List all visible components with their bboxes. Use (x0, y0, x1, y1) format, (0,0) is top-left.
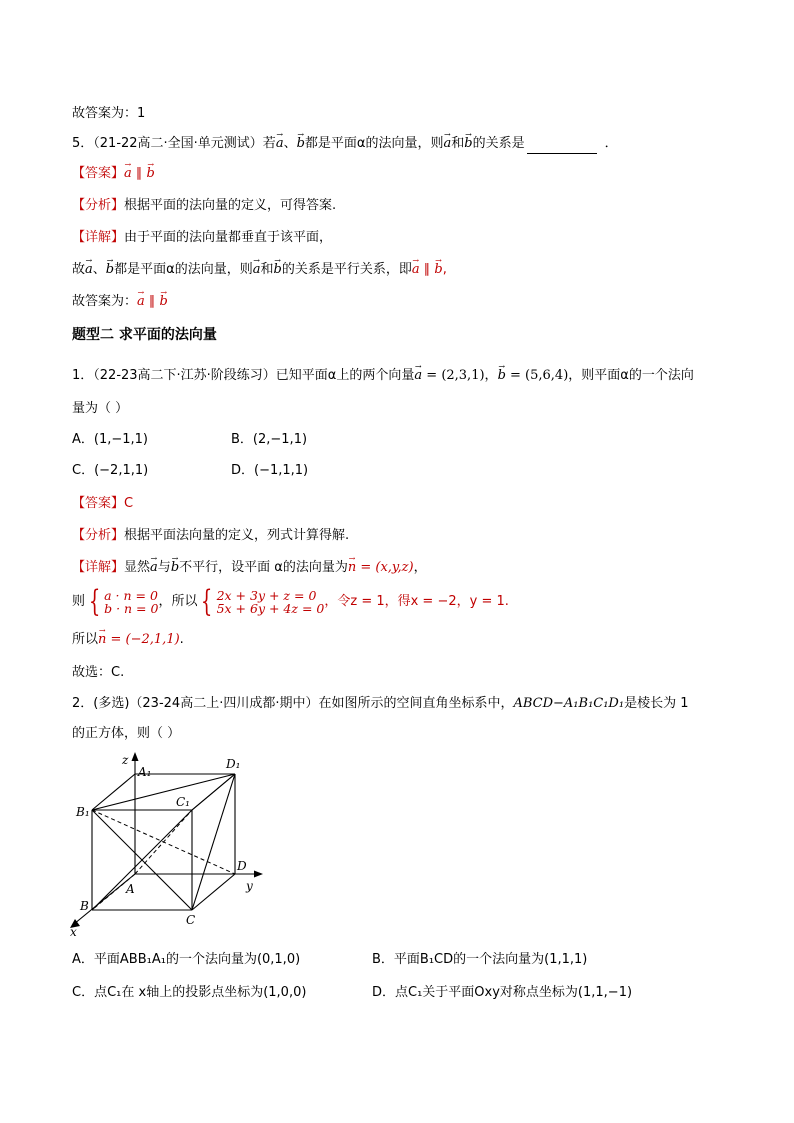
label-c: C (186, 913, 196, 927)
q2-stem: 2．(多选)（23-24高二上·四川成都·期中）在如图所示的空间直角坐标系中，ABCD−A₁B₁C₁D₁是棱长为 1 (72, 696, 689, 711)
q2-stem-cont: 的正方体，则（ ） (72, 726, 181, 741)
vector-a: → a (276, 134, 284, 154)
answer-tag: 【答案】 (72, 496, 125, 511)
hidden-a-c1 (135, 810, 192, 874)
q1-option-a: A．(1,−1,1) (72, 432, 149, 447)
q1-system: 则 { a · n = 0 b · n = 0 ，所以 { 2x + 3y + z = 0 5x + 6y + 4z = 0 ，令z = 1，得x = −2，y = 1. (72, 583, 509, 619)
analysis-tag: 【分析】 (72, 198, 125, 213)
q5-detail-2: 故→ a、→ b都是平面α的法向量，则→ a和→ b的关系是平行关系，即→ a ∥ → b, (72, 260, 447, 280)
vector-b: → b (464, 134, 472, 154)
detail-tag: 【详解】 (72, 560, 125, 575)
q1-choose: 故选：C. (72, 665, 125, 680)
q1-stem: 1．（22-23高二下·江苏·阶段练习）已知平面α上的两个向量→ a = (2,3,1)，→ b = (5,6,4)，则平面α的一个法向 (72, 366, 694, 386)
vector-b: → b (498, 366, 506, 386)
label-b1: B₁ (76, 805, 90, 819)
vector-b: → b (297, 134, 305, 154)
q1-option-c: C．(−2,1,1) (72, 463, 149, 478)
label-a1: A₁ (138, 765, 152, 779)
q1-so: 所以→ n = (−2,1,1). (72, 630, 184, 650)
vector-a: → a (414, 366, 422, 386)
top-answer: 故答案为：1 (72, 106, 146, 121)
q5-final-answer: 故答案为：→ a ∥ → b (72, 292, 168, 312)
q1-detail: 【详解】显然→ a与→ b不平行，设平面 α的法向量为→ n = (x,y,z)， (72, 558, 427, 578)
q1-stem-cont: 量为（ ） (72, 401, 129, 416)
q5-analysis: 【分析】根据平面的法向量的定义，可得答案. (72, 198, 337, 213)
q5-answer: 【答案】→ a ∥ → b (72, 164, 155, 184)
q2-option-c: C．点C₁在 x轴上的投影点坐标为(1,0,0) (72, 985, 307, 1000)
q1-analysis: 【分析】根据平面法向量的定义，列式计算得解. (72, 528, 350, 543)
vector-a: → a (444, 134, 452, 154)
label-d1: D₁ (226, 757, 241, 771)
equation-system-2: { 2x + 3y + z = 0 5x + 6y + 4z = 0 (201, 583, 325, 619)
cube-figure (60, 752, 280, 937)
diag-c-d1 (192, 774, 235, 910)
q2-option-d: D．点C₁关于平面Oxy对称点坐标为(1,1,−1) (372, 985, 633, 1000)
q1-answer: 【答案】C (72, 496, 134, 511)
label-a: A (126, 882, 135, 896)
section-title: 题型二 求平面的法向量 (72, 327, 217, 343)
q5-detail: 【详解】由于平面的法向量都垂直于该平面， (72, 230, 333, 245)
label-y: y (246, 879, 253, 893)
vector-b: → b (147, 164, 155, 184)
y-arrow (254, 871, 263, 878)
analysis-tag: 【分析】 (72, 528, 125, 543)
label-x: x (70, 925, 77, 937)
q5-stem: 5．（21-22高二·全国·单元测试）若→ a、→ b都是平面α的法向量，则→ a和→ b的关系是 ． (72, 134, 618, 154)
q2-option-b: B．平面B₁CD的一个法向量为(1,1,1) (372, 952, 588, 967)
edge-c-d (192, 874, 235, 910)
z-arrow (132, 752, 139, 761)
answer-blank (527, 139, 597, 154)
label-b: B (80, 899, 89, 913)
label-d: D (237, 859, 247, 873)
q2-option-a: A．平面ABB₁A₁的一个法向量为(0,1,0) (72, 952, 301, 967)
q1-option-d: D．(−1,1,1) (231, 463, 309, 478)
answer-tag: 【答案】 (72, 166, 125, 181)
vector-a: → a (124, 164, 132, 184)
detail-tag: 【详解】 (72, 230, 125, 245)
equation-system-1: { a · n = 0 b · n = 0 (88, 583, 159, 619)
q1-option-b: B．(2,−1,1) (231, 432, 308, 447)
label-z: z (122, 753, 129, 767)
label-c1: C₁ (176, 795, 190, 809)
